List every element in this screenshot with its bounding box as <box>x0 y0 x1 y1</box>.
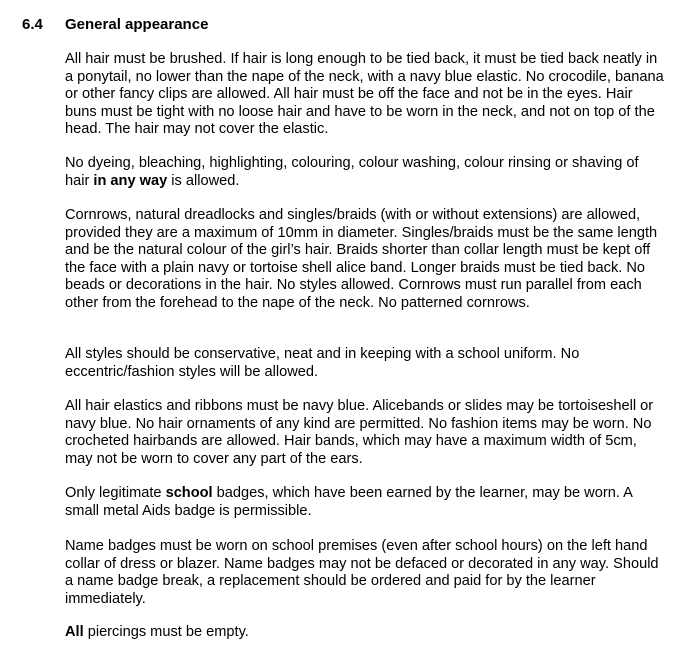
emphasis-text: school <box>165 485 213 501</box>
section-title: General appearance <box>65 16 209 33</box>
paragraph-text: is allowed. <box>167 172 240 189</box>
paragraph-text: Only legitimate <box>65 485 166 501</box>
paragraph-styles: All styles should be conservative, neat and in keeping with a school uniform. No eccentric/fashion styles will be allowed. <box>65 346 580 380</box>
paragraph-cornrows: Cornrows, natural dreadlocks and singles/braids (with or without extensions) are allowed, provided they are a maximum of 10mm in diameter. Singles/braids must be the same length and be the natural colour of the girl’s hair. Braids shorter than collar length must be kept off the face with a plain navy or tortoise shell alice band. Longer braids must be tied back. No beads or decorations in the hair. No styles allowed. Cornrows must run parallel from each other from the forehead to the nape of the neck. No patterned cornrows. <box>65 207 658 311</box>
emphasis-text: in any way <box>93 172 168 189</box>
paragraph-elastics: All hair elastics and ribbons must be navy blue. Alicebands or slides may be tortoiseshell or navy blue. No hair ornaments of any kind are permitted. No fashion items may be worn. No crocheted hairbands are allowed. Hair bands, which may have a maximum width of 5cm, may not be worn to cover any part of the ears. <box>65 398 654 467</box>
paragraph-text: piercings must be empty. <box>83 624 249 640</box>
paragraph-text: No dyeing, bleaching, highlighting, colouring, colour washing, colour rinsing or shaving of hair <box>65 155 639 189</box>
paragraph-piercings <box>65 624 665 642</box>
paragraph-text: badges, which have been earned by the learner, may be worn. A small metal Aids badge is permissible. <box>65 485 633 519</box>
paragraph-name-badges: Name badges must be worn on school premises (even after school hours) on the left hand collar of dress or blazer. Name badges may not be defaced or decorated in any way. Should a name badge break, a replacement should be ordered and paid for by the learner immediately. <box>65 538 659 607</box>
section-number: 6.4 <box>22 16 43 33</box>
paragraph-badges <box>65 485 665 520</box>
paragraph-dyeing <box>65 155 665 190</box>
emphasis-text: All <box>65 624 84 640</box>
paragraph-hair-brushing: All hair must be brushed. If hair is long enough to be tied back, it must be tied back neatly in a ponytail, no lower than the nape of the neck, with a navy blue elastic. No crocodile, banana or other fancy clips are allowed. All hair must be off the face and not be in the eyes. Hair buns must be tight with no loose hair and have to be worn in the neck, and not on top of the head. The hair may not cover the elastic. <box>65 51 664 138</box>
